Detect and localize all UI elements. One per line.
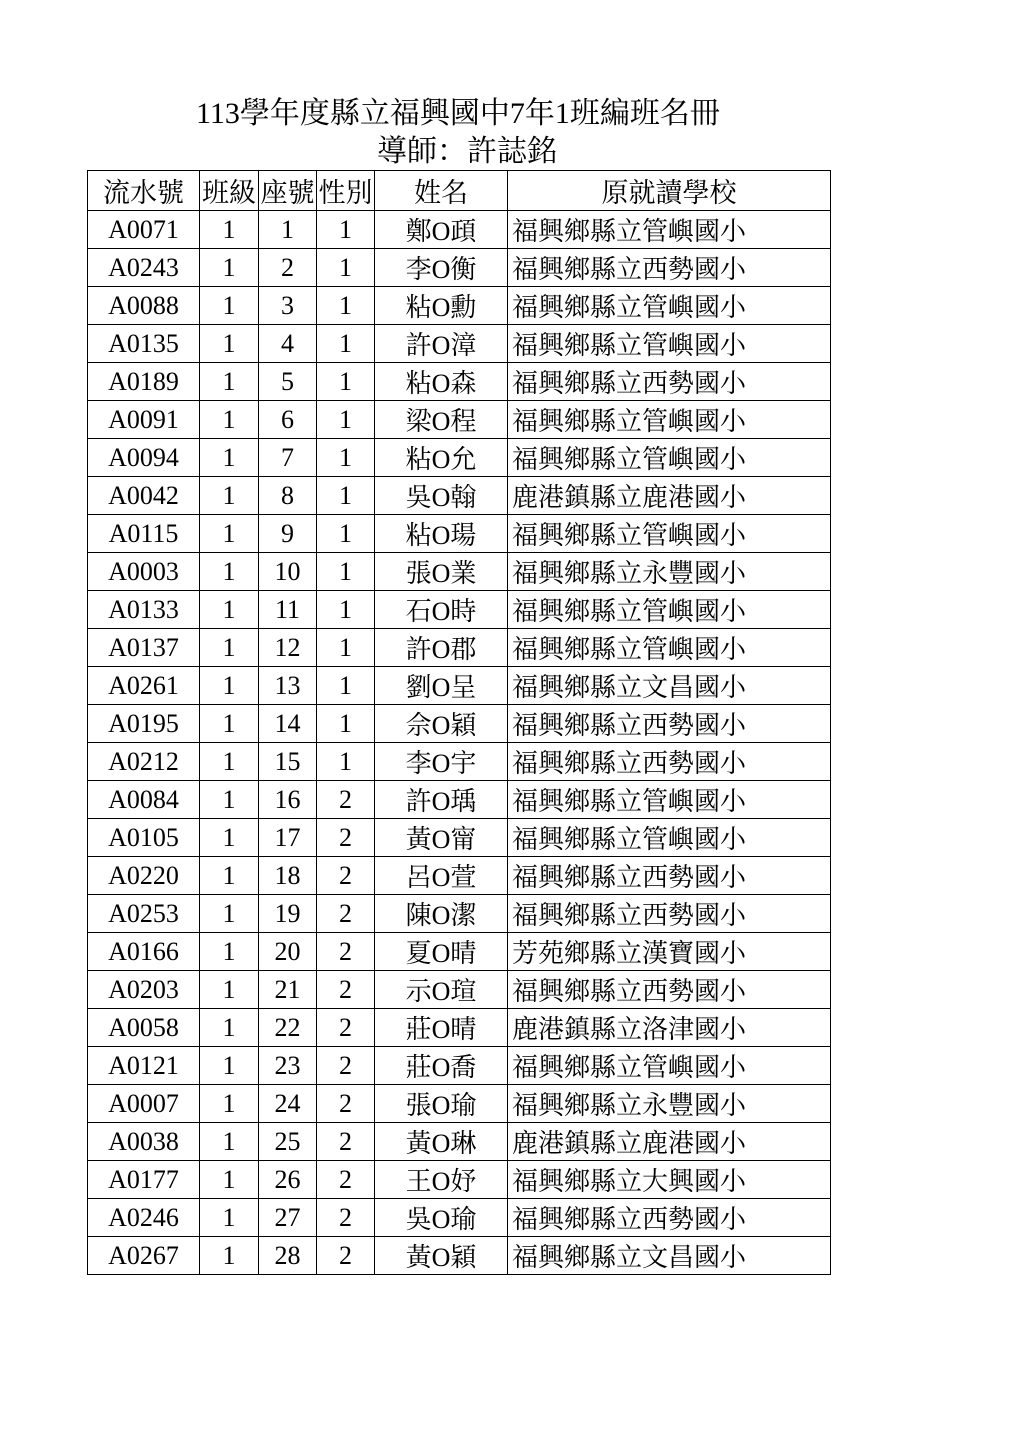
class-cell: 1 [200, 211, 259, 249]
student-name-cell: 石O時 [375, 591, 508, 629]
seat-number-cell: 12 [259, 629, 317, 667]
table-row [88, 857, 831, 895]
class-roster-table [87, 170, 831, 1275]
serial-number-cell: A0267 [88, 1237, 200, 1275]
student-name-cell: 佘O穎 [375, 705, 508, 743]
previous-school-cell: 福興鄉縣立西勢國小 [508, 705, 831, 743]
seat-number-cell: 22 [259, 1009, 317, 1047]
serial-number-cell: A0115 [88, 515, 200, 553]
gender-cell: 1 [317, 439, 375, 477]
gender-cell: 2 [317, 857, 375, 895]
class-cell: 1 [200, 857, 259, 895]
table-row [88, 553, 831, 591]
table-row [88, 743, 831, 781]
student-name-cell: 許O瑀 [375, 781, 508, 819]
seat-number-cell: 23 [259, 1047, 317, 1085]
gender-cell: 1 [317, 363, 375, 401]
class-cell: 1 [200, 591, 259, 629]
seat-number-cell: 24 [259, 1085, 317, 1123]
previous-school-cell: 福興鄉縣立永豐國小 [508, 553, 831, 591]
class-cell: 1 [200, 287, 259, 325]
previous-school-cell: 福興鄉縣立管嶼國小 [508, 287, 831, 325]
header-previous-school: 原就讀學校 [508, 171, 831, 211]
gender-cell: 2 [317, 933, 375, 971]
table-row [88, 1199, 831, 1237]
seat-number-cell: 15 [259, 743, 317, 781]
previous-school-cell: 福興鄉縣立西勢國小 [508, 895, 831, 933]
table-row [88, 363, 831, 401]
class-cell: 1 [200, 933, 259, 971]
class-cell: 1 [200, 1237, 259, 1275]
student-name-cell: 吳O翰 [375, 477, 508, 515]
class-cell: 1 [200, 1047, 259, 1085]
serial-number-cell: A0121 [88, 1047, 200, 1085]
header-gender: 性別 [317, 171, 375, 211]
serial-number-cell: A0195 [88, 705, 200, 743]
table-row [88, 895, 831, 933]
table-row [88, 325, 831, 363]
gender-cell: 2 [317, 1161, 375, 1199]
serial-number-cell: A0003 [88, 553, 200, 591]
header-seat-number: 座號 [259, 171, 317, 211]
table-row [88, 705, 831, 743]
student-name-cell: 吳O瑜 [375, 1199, 508, 1237]
student-name-cell: 黃O甯 [375, 819, 508, 857]
gender-cell: 2 [317, 781, 375, 819]
student-name-cell: 陳O潔 [375, 895, 508, 933]
previous-school-cell: 鹿港鎮縣立洛津國小 [508, 1009, 831, 1047]
table-row [88, 591, 831, 629]
class-cell: 1 [200, 1123, 259, 1161]
table-body [88, 211, 831, 1275]
class-cell: 1 [200, 515, 259, 553]
serial-number-cell: A0253 [88, 895, 200, 933]
class-cell: 1 [200, 363, 259, 401]
serial-number-cell: A0084 [88, 781, 200, 819]
gender-cell: 1 [317, 477, 375, 515]
previous-school-cell: 福興鄉縣立管嶼國小 [508, 515, 831, 553]
class-cell: 1 [200, 895, 259, 933]
seat-number-cell: 28 [259, 1237, 317, 1275]
gender-cell: 2 [317, 1237, 375, 1275]
serial-number-cell: A0212 [88, 743, 200, 781]
table-row [88, 1123, 831, 1161]
class-cell: 1 [200, 439, 259, 477]
seat-number-cell: 2 [259, 249, 317, 287]
previous-school-cell: 福興鄉縣立西勢國小 [508, 971, 831, 1009]
seat-number-cell: 21 [259, 971, 317, 1009]
class-cell: 1 [200, 667, 259, 705]
previous-school-cell: 福興鄉縣立西勢國小 [508, 363, 831, 401]
student-name-cell: 張O業 [375, 553, 508, 591]
gender-cell: 1 [317, 211, 375, 249]
serial-number-cell: A0094 [88, 439, 200, 477]
class-cell: 1 [200, 1009, 259, 1047]
serial-number-cell: A0007 [88, 1085, 200, 1123]
gender-cell: 1 [317, 325, 375, 363]
student-name-cell: 劉O呈 [375, 667, 508, 705]
table-row [88, 287, 831, 325]
student-name-cell: 許O漳 [375, 325, 508, 363]
serial-number-cell: A0042 [88, 477, 200, 515]
class-cell: 1 [200, 781, 259, 819]
serial-number-cell: A0135 [88, 325, 200, 363]
table-row [88, 1237, 831, 1275]
seat-number-cell: 8 [259, 477, 317, 515]
table-row [88, 249, 831, 287]
previous-school-cell: 福興鄉縣立文昌國小 [508, 667, 831, 705]
serial-number-cell: A0177 [88, 1161, 200, 1199]
seat-number-cell: 26 [259, 1161, 317, 1199]
previous-school-cell: 芳苑鄉縣立漢寶國小 [508, 933, 831, 971]
serial-number-cell: A0137 [88, 629, 200, 667]
serial-number-cell: A0133 [88, 591, 200, 629]
previous-school-cell: 福興鄉縣立管嶼國小 [508, 629, 831, 667]
student-name-cell: 梁O程 [375, 401, 508, 439]
serial-number-cell: A0243 [88, 249, 200, 287]
seat-number-cell: 27 [259, 1199, 317, 1237]
table-header [88, 171, 831, 211]
serial-number-cell: A0105 [88, 819, 200, 857]
table-row [88, 1009, 831, 1047]
previous-school-cell: 福興鄉縣立管嶼國小 [508, 401, 831, 439]
student-name-cell: 粘O勳 [375, 287, 508, 325]
gender-cell: 2 [317, 819, 375, 857]
header-class: 班級 [200, 171, 259, 211]
gender-cell: 2 [317, 895, 375, 933]
seat-number-cell: 14 [259, 705, 317, 743]
student-name-cell: 粘O瑒 [375, 515, 508, 553]
previous-school-cell: 福興鄉縣立管嶼國小 [508, 1047, 831, 1085]
gender-cell: 1 [317, 515, 375, 553]
table-row [88, 1085, 831, 1123]
previous-school-cell: 福興鄉縣立管嶼國小 [508, 439, 831, 477]
teacher-line: 導師：許誌銘 [377, 135, 557, 168]
student-name-cell: 王O妤 [375, 1161, 508, 1199]
serial-number-cell: A0166 [88, 933, 200, 971]
seat-number-cell: 3 [259, 287, 317, 325]
gender-cell: 1 [317, 629, 375, 667]
student-name-cell: 張O瑜 [375, 1085, 508, 1123]
seat-number-cell: 16 [259, 781, 317, 819]
class-cell: 1 [200, 629, 259, 667]
table-row [88, 667, 831, 705]
student-name-cell: 呂O萱 [375, 857, 508, 895]
serial-number-cell: A0071 [88, 211, 200, 249]
gender-cell: 1 [317, 705, 375, 743]
student-name-cell: 示O瑄 [375, 971, 508, 1009]
previous-school-cell: 福興鄉縣立管嶼國小 [508, 591, 831, 629]
previous-school-cell: 鹿港鎮縣立鹿港國小 [508, 1123, 831, 1161]
document-title: 113學年度縣立福興國中7年1班編班名冊 [196, 97, 720, 130]
header-name: 姓名 [375, 171, 508, 211]
previous-school-cell: 福興鄉縣立永豐國小 [508, 1085, 831, 1123]
gender-cell: 2 [317, 1123, 375, 1161]
table-row [88, 211, 831, 249]
seat-number-cell: 9 [259, 515, 317, 553]
student-name-cell: 李O宇 [375, 743, 508, 781]
seat-number-cell: 10 [259, 553, 317, 591]
table-row [88, 819, 831, 857]
previous-school-cell: 福興鄉縣立西勢國小 [508, 249, 831, 287]
student-name-cell: 莊O喬 [375, 1047, 508, 1085]
gender-cell: 1 [317, 401, 375, 439]
gender-cell: 1 [317, 249, 375, 287]
gender-cell: 1 [317, 591, 375, 629]
table-row [88, 629, 831, 667]
serial-number-cell: A0091 [88, 401, 200, 439]
serial-number-cell: A0058 [88, 1009, 200, 1047]
previous-school-cell: 福興鄉縣立大興國小 [508, 1161, 831, 1199]
seat-number-cell: 13 [259, 667, 317, 705]
student-name-cell: 粘O森 [375, 363, 508, 401]
class-cell: 1 [200, 971, 259, 1009]
table-row [88, 515, 831, 553]
gender-cell: 1 [317, 287, 375, 325]
class-cell: 1 [200, 1161, 259, 1199]
table-row [88, 933, 831, 971]
student-name-cell: 黃O琳 [375, 1123, 508, 1161]
seat-number-cell: 11 [259, 591, 317, 629]
header-serial-number: 流水號 [88, 171, 200, 211]
previous-school-cell: 福興鄉縣立西勢國小 [508, 743, 831, 781]
seat-number-cell: 4 [259, 325, 317, 363]
gender-cell: 2 [317, 1199, 375, 1237]
previous-school-cell: 鹿港鎮縣立鹿港國小 [508, 477, 831, 515]
student-name-cell: 莊O晴 [375, 1009, 508, 1047]
table-row [88, 439, 831, 477]
class-cell: 1 [200, 553, 259, 591]
table-row [88, 1161, 831, 1199]
class-cell: 1 [200, 325, 259, 363]
serial-number-cell: A0261 [88, 667, 200, 705]
gender-cell: 1 [317, 667, 375, 705]
student-name-cell: 粘O允 [375, 439, 508, 477]
seat-number-cell: 17 [259, 819, 317, 857]
class-cell: 1 [200, 249, 259, 287]
header-row [88, 171, 831, 211]
gender-cell: 2 [317, 971, 375, 1009]
serial-number-cell: A0203 [88, 971, 200, 1009]
class-cell: 1 [200, 401, 259, 439]
student-name-cell: 鄭O頙 [375, 211, 508, 249]
seat-number-cell: 6 [259, 401, 317, 439]
previous-school-cell: 福興鄉縣立文昌國小 [508, 1237, 831, 1275]
class-cell: 1 [200, 1085, 259, 1123]
serial-number-cell: A0189 [88, 363, 200, 401]
student-name-cell: 黃O穎 [375, 1237, 508, 1275]
previous-school-cell: 福興鄉縣立管嶼國小 [508, 781, 831, 819]
previous-school-cell: 福興鄉縣立管嶼國小 [508, 325, 831, 363]
seat-number-cell: 7 [259, 439, 317, 477]
previous-school-cell: 福興鄉縣立管嶼國小 [508, 211, 831, 249]
class-cell: 1 [200, 819, 259, 857]
table-row [88, 971, 831, 1009]
serial-number-cell: A0246 [88, 1199, 200, 1237]
serial-number-cell: A0038 [88, 1123, 200, 1161]
previous-school-cell: 福興鄉縣立西勢國小 [508, 1199, 831, 1237]
seat-number-cell: 19 [259, 895, 317, 933]
gender-cell: 2 [317, 1085, 375, 1123]
student-name-cell: 夏O晴 [375, 933, 508, 971]
previous-school-cell: 福興鄉縣立西勢國小 [508, 857, 831, 895]
seat-number-cell: 20 [259, 933, 317, 971]
gender-cell: 1 [317, 743, 375, 781]
class-cell: 1 [200, 1199, 259, 1237]
table-row [88, 477, 831, 515]
table-row [88, 781, 831, 819]
serial-number-cell: A0088 [88, 287, 200, 325]
class-cell: 1 [200, 705, 259, 743]
table-row [88, 1047, 831, 1085]
gender-cell: 1 [317, 553, 375, 591]
seat-number-cell: 25 [259, 1123, 317, 1161]
class-cell: 1 [200, 477, 259, 515]
seat-number-cell: 1 [259, 211, 317, 249]
seat-number-cell: 5 [259, 363, 317, 401]
gender-cell: 2 [317, 1047, 375, 1085]
student-name-cell: 許O郡 [375, 629, 508, 667]
class-cell: 1 [200, 743, 259, 781]
student-name-cell: 李O衡 [375, 249, 508, 287]
gender-cell: 2 [317, 1009, 375, 1047]
table-row [88, 401, 831, 439]
seat-number-cell: 18 [259, 857, 317, 895]
serial-number-cell: A0220 [88, 857, 200, 895]
previous-school-cell: 福興鄉縣立管嶼國小 [508, 819, 831, 857]
